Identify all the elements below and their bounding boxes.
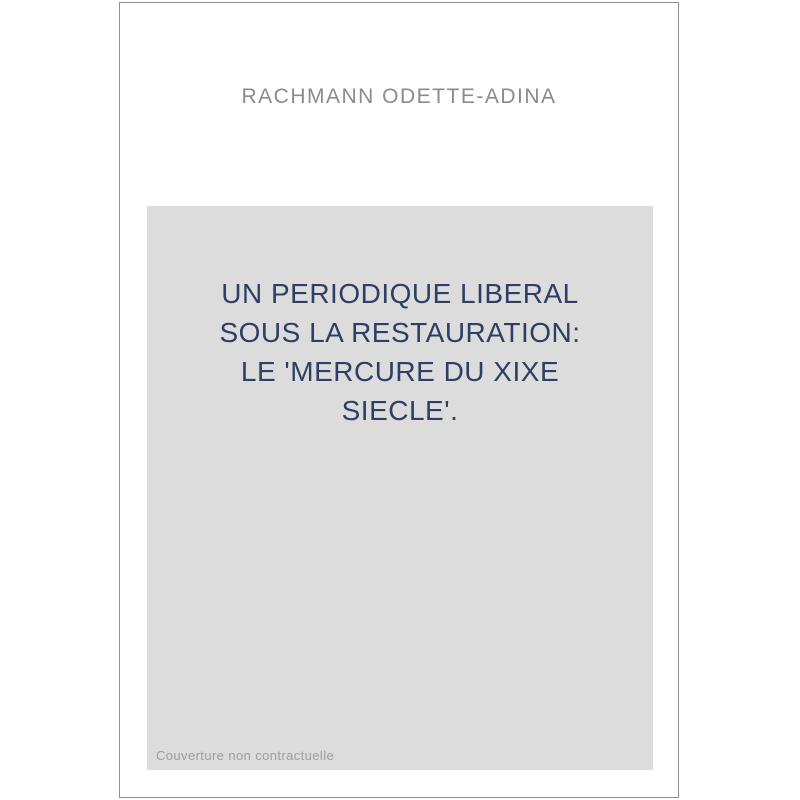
book-title-line-1: UN PERIODIQUE LIBERAL [221,278,579,309]
cover-disclaimer: Couverture non contractuelle [156,748,335,763]
book-title [147,206,653,430]
title-panel [147,206,653,770]
book-title-line-4: SIECLE'. [341,395,459,426]
book-title-line-3: LE 'MERCURE DU XIXE [240,356,560,387]
book-title-line-2: SOUS LA RESTAURATION: [219,317,581,348]
author-name: RACHMANN ODETTE-ADINA [241,85,557,108]
book-cover-page [119,2,679,798]
